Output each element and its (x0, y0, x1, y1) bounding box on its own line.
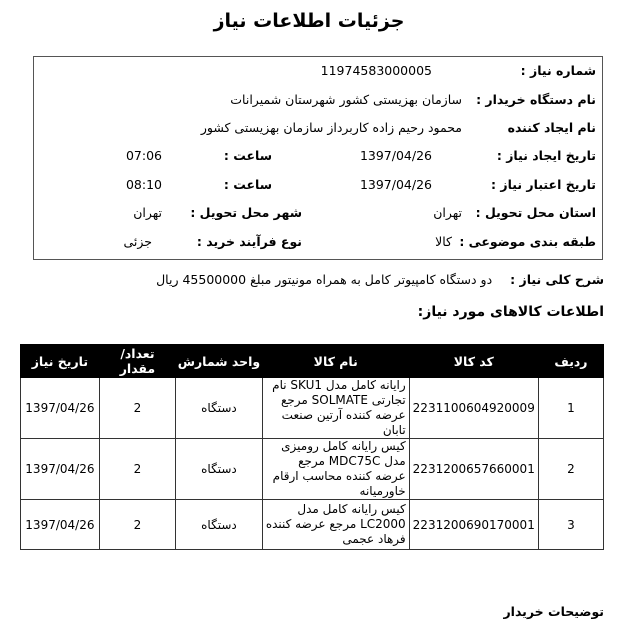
cell-need-date: 1397/04/26 (21, 378, 100, 439)
city-label: شهر محل تحویل : (190, 205, 302, 220)
created-date-label: تاریخ ایجاد نیاز : (496, 148, 596, 163)
need-number-label: شماره نیاز : (520, 63, 596, 78)
items-section-title: اطلاعات کالاهای مورد نیاز: (417, 304, 604, 320)
cell-item-name: رایانه کامل مدل SKU1 نام تجارتی SOLMATE مرجع عرضه کننده آرتین صنعت تابان (262, 378, 409, 439)
valid-date-row (34, 177, 602, 199)
summary-label: شرح کلی نیاز : (510, 272, 604, 287)
header-row-number: ردیف (538, 345, 603, 378)
cell-unit: دستگاه (176, 439, 263, 500)
header-unit: واحد شمارش (176, 345, 263, 378)
cell-row-number: 2 (538, 439, 603, 500)
items-table (20, 344, 604, 550)
table-row (21, 378, 604, 439)
valid-time-value: 08:10 (125, 177, 162, 192)
header-item-code: کد کالا (409, 345, 538, 378)
valid-date-value: 1397/04/26 (359, 177, 432, 192)
created-date-row (34, 148, 602, 170)
cell-row-number: 1 (538, 378, 603, 439)
cell-item-code: 2231200690170001 (409, 500, 538, 550)
table-header-row (21, 345, 604, 378)
table-row (21, 439, 604, 500)
cell-need-date: 1397/04/26 (21, 500, 100, 550)
cell-item-code: 2231100604920009 (409, 378, 538, 439)
province-label: استان محل تحویل : (475, 205, 596, 220)
header-quantity: تعداد/ مقدار (99, 345, 175, 378)
cell-item-name: کیس رایانه کامل رومیزی مدل MDC75C مرجع عرضه کننده محاسب ارقام خاورمیانه (262, 439, 409, 500)
cell-row-number: 3 (538, 500, 603, 550)
page-title: جزئیات اطلاعات نیاز (213, 10, 405, 32)
province-value: تهران (433, 205, 462, 220)
process-label: نوع فرآیند خرید : (196, 234, 302, 249)
cell-item-name: کیس رایانه کامل مدل LC2000 مرجع عرضه کننده فرهاد عجمی (262, 500, 409, 550)
cell-unit: دستگاه (176, 378, 263, 439)
cell-item-code: 2231200657660001 (409, 439, 538, 500)
creator-label: نام ایجاد کننده (507, 120, 596, 135)
category-label: طبقه بندی موضوعی : (459, 234, 596, 249)
created-time-label: ساعت : (223, 148, 272, 163)
created-date-value: 1397/04/26 (359, 148, 432, 163)
buyer-label: نام دستگاه خریدار : (476, 92, 596, 107)
valid-time-label: ساعت : (223, 177, 272, 192)
need-summary (156, 272, 604, 287)
buyer-value: سازمان بهزیستی کشور شهرستان شمیرانات (230, 92, 462, 107)
need-info-box (33, 56, 603, 260)
category-row (34, 234, 602, 256)
table-row (21, 500, 604, 550)
cell-quantity: 2 (99, 500, 175, 550)
buyer-notes-label: توضیحات خریدار (503, 604, 604, 619)
process-value: جزئی (123, 234, 152, 249)
created-time-value: 07:06 (125, 148, 162, 163)
city-value: تهران (133, 205, 162, 220)
cell-unit: دستگاه (176, 500, 263, 550)
buyer-row (34, 92, 602, 114)
header-item-name: نام کالا (262, 345, 409, 378)
valid-date-label: تاریخ اعتبار نیاز : (491, 177, 596, 192)
cell-quantity: 2 (99, 439, 175, 500)
need-number-value: 1197458300000‌5 (320, 63, 432, 78)
summary-text: دو دستگاه کامپیوتر کامل به همراه مونیتور مبلغ 45500000 ریال (156, 272, 493, 287)
cell-quantity: 2 (99, 378, 175, 439)
header-need-date: تاریخ نیاز (21, 345, 100, 378)
need-number-row (34, 63, 602, 85)
cell-need-date: 1397/04/26 (21, 439, 100, 500)
category-value: کالا (435, 234, 452, 249)
creator-row (34, 120, 602, 142)
creator-value: محمود رحیم زاده کاربرداز سازمان بهزیستی کشور (200, 120, 462, 135)
delivery-row (34, 205, 602, 227)
